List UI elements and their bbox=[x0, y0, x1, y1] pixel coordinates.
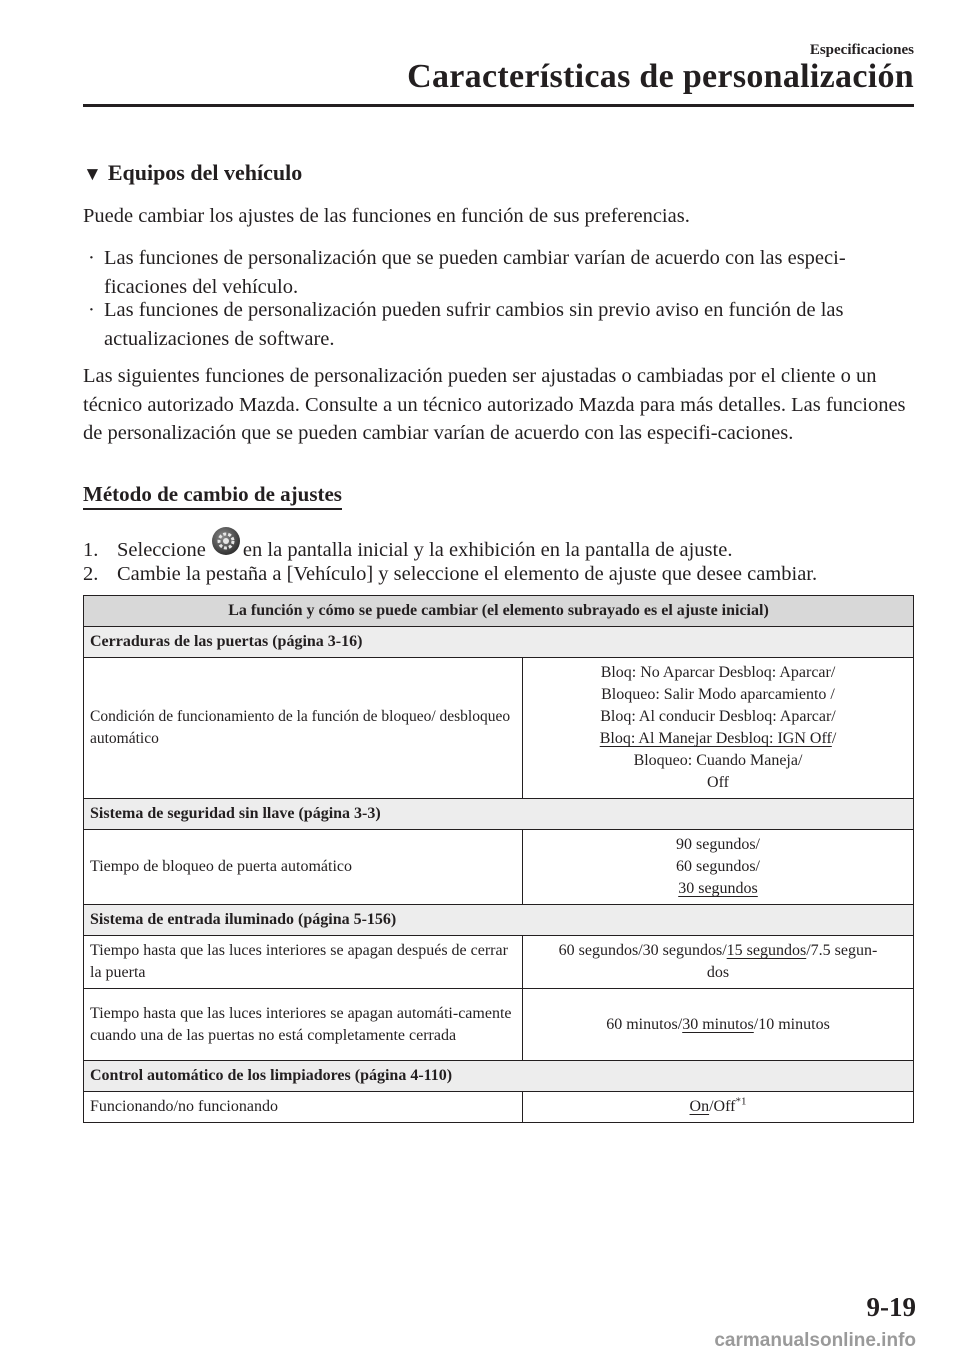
bullet-item bbox=[88, 296, 919, 353]
option-text: Bloqueo: Salir Modo aparcamiento / bbox=[601, 686, 835, 703]
step-text: Cambie la pestaña a [Vehículo] y seleccione el elemento de ajuste que desee cambiar. bbox=[117, 563, 818, 585]
function-cell: Funcionando/no funcionando bbox=[84, 1092, 523, 1123]
bullet-dot-icon: · bbox=[88, 299, 95, 321]
options-cell bbox=[523, 658, 914, 799]
category-row bbox=[84, 905, 914, 936]
default-option: Bloq: Al Manejar Desbloq: IGN Off bbox=[599, 730, 832, 747]
category-row bbox=[84, 627, 914, 658]
table-row bbox=[84, 936, 914, 989]
function-cell: Tiempo de bloqueo de puerta automático bbox=[84, 830, 523, 905]
options-cell bbox=[523, 989, 914, 1061]
step-number: 1. bbox=[83, 539, 99, 561]
body-paragraph: Las siguientes funciones de personalización pueden ser ajustadas o cambiadas por el cliente o un técnico autorizado Mazda. Consulte a un técnico autorizado Mazda para más detalles. Las funciones de personalización que se pueden cambiar varían de acuerdo con las especifi-caciones. bbox=[83, 365, 906, 444]
option-text: Bloq: Al conducir Desbloq: Aparcar/ bbox=[600, 708, 836, 725]
footnote-marker: *1 bbox=[735, 1095, 747, 1108]
default-option: 15 segundos bbox=[726, 942, 807, 959]
triangle-down-icon: ▼ bbox=[83, 164, 102, 185]
option-text: 60 segundos/30 segundos/ bbox=[558, 942, 727, 959]
function-cell: Tiempo hasta que las luces interiores se apagan automáti-camente cuando una de las puertas no está completamente cerrada bbox=[84, 989, 523, 1061]
option-text: 60 minutos/ bbox=[606, 1015, 683, 1033]
option-line bbox=[529, 878, 907, 900]
option-line bbox=[529, 940, 907, 962]
table-row bbox=[84, 658, 914, 799]
section-heading bbox=[83, 160, 302, 186]
page-number: 9-19 bbox=[866, 1292, 916, 1322]
options-cell bbox=[523, 830, 914, 905]
option-line bbox=[529, 728, 907, 750]
table-header-row bbox=[84, 596, 914, 627]
step-text-before: Seleccione bbox=[117, 539, 206, 561]
table-row bbox=[84, 830, 914, 905]
function-cell: Condición de funcionamiento de la función de bloqueo/ desbloqueo automático bbox=[84, 658, 523, 799]
header-rule bbox=[83, 104, 914, 107]
bullet-item bbox=[88, 244, 919, 301]
category-row bbox=[84, 1061, 914, 1092]
method-heading: Método de cambio de ajustes bbox=[83, 482, 342, 510]
function-cell: Tiempo hasta que las luces interiores se apagan después de cerrar la puerta bbox=[84, 936, 523, 989]
table-row bbox=[84, 1092, 914, 1123]
bullet-dot-icon: · bbox=[88, 247, 95, 269]
header-kicker: Especificaciones bbox=[809, 42, 914, 58]
table-header: La función y cómo se puede cambiar (el elemento subrayado es el ajuste inicial) bbox=[84, 596, 914, 627]
option-text: dos bbox=[706, 964, 730, 981]
option-text: /Off bbox=[709, 1098, 736, 1115]
customization-table bbox=[83, 595, 914, 1123]
category-cell: Cerraduras de las puertas (página 3-16) bbox=[84, 627, 914, 658]
option-text: Off bbox=[707, 774, 729, 791]
step-number: 2. bbox=[83, 563, 99, 585]
options-cell bbox=[523, 1092, 914, 1123]
category-cell: Sistema de seguridad sin llave (página 3-3) bbox=[84, 799, 914, 830]
option-text: /7.5 segun- bbox=[806, 942, 878, 959]
step-text-after: en la pantalla inicial y la exhibición en la pantalla de ajuste. bbox=[242, 539, 733, 561]
options-cell bbox=[523, 936, 914, 989]
default-option: On bbox=[689, 1098, 710, 1115]
section-heading-text: Equipos del vehículo bbox=[107, 160, 303, 185]
option-text: /10 minutos bbox=[753, 1015, 830, 1033]
bullet-text: Las funciones de personalización pueden sufrir cambios sin previo aviso en función de las actualizaciones de software. bbox=[104, 299, 844, 350]
option-text: / bbox=[831, 730, 837, 747]
default-option: 30 minutos bbox=[682, 1015, 754, 1033]
header-title: Características de personalización bbox=[407, 58, 914, 95]
gear-icon bbox=[211, 530, 243, 560]
category-cell: Sistema de entrada iluminado (página 5-156) bbox=[84, 905, 914, 936]
bullet-text: Las funciones de personalización que se pueden cambiar varían de acuerdo con las especi-ficaciones del vehículo. bbox=[104, 247, 846, 298]
category-cell: Control automático de los limpiadores (página 4-110) bbox=[84, 1061, 914, 1092]
option-text: 90 segundos/ bbox=[676, 836, 760, 853]
option-text: Bloqueo: Cuando Maneja/ bbox=[633, 752, 803, 769]
option-text: Bloq: No Aparcar Desbloq: Aparcar/ bbox=[600, 664, 836, 681]
intro-paragraph: Puede cambiar los ajustes de las funciones en función de sus preferencias. bbox=[83, 205, 690, 227]
default-option: 30 segundos bbox=[678, 880, 758, 897]
table-row bbox=[84, 989, 914, 1061]
watermark-link[interactable]: carmanualsonline.info bbox=[714, 1330, 916, 1351]
option-text: 60 segundos/ bbox=[676, 858, 760, 875]
category-row bbox=[84, 799, 914, 830]
step-item bbox=[83, 560, 817, 589]
